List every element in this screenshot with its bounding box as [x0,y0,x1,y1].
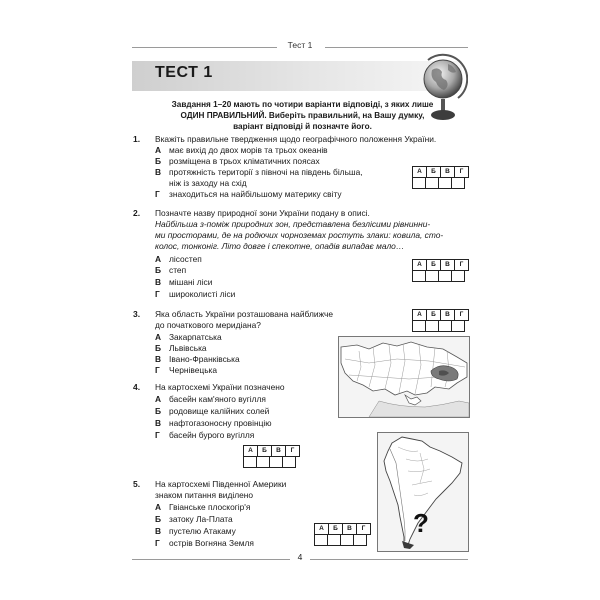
question-4-number: 4. [133,382,141,392]
answer-blank[interactable] [413,321,426,331]
q1-option-c-continued: ніж із заходу на схід [169,178,247,188]
question-5-text [155,479,286,501]
option-text: знаходиться на найбільшому материку світу [169,189,342,199]
description-line: ми просторами, де на родючих чорноземах ростуть злаки: ковила, сто- [155,230,444,240]
option-text: Львівська [169,343,207,353]
q1-option-a[interactable] [155,145,328,156]
answer-blank[interactable] [257,457,270,467]
description-line: Найбільша з-поміж природних зон, представлена безлісими рівнинни- [155,219,431,229]
page-title: ТЕСТ 1 [155,64,213,81]
q2-option-d[interactable] [155,289,235,300]
running-title: Тест 1 [287,40,313,50]
option-letter: В [155,167,162,177]
option-letter: Г [155,289,160,299]
answer-blank[interactable] [439,271,452,281]
answer-blank[interactable] [452,178,464,188]
answer-cell[interactable]: В [343,524,357,534]
answer-cell[interactable]: Г [290,447,295,454]
answer-cell[interactable]: Б [258,446,272,456]
answer-cell[interactable]: В [272,446,286,456]
q5-answer-blanks[interactable] [314,534,367,546]
option-letter: Б [155,343,162,353]
question-4-text: На картосхемі України позначено [155,382,285,392]
answer-blank[interactable] [328,535,341,545]
q2-option-c[interactable] [155,277,212,288]
instruction-line: Завдання 1–20 мають по чотири варіанти відповіді, з яких лише [171,100,434,109]
q2-option-b[interactable] [155,265,186,276]
question-2-description [155,219,443,252]
option-text: затоку Ла-Плата [169,514,233,524]
option-letter: А [155,254,162,264]
answer-cell[interactable]: Б [427,260,441,270]
option-letter: В [155,277,162,287]
question-3-number: 3. [133,309,141,319]
option-letter: Г [155,365,160,375]
question-2-text: Позначте назву природної зони України подану в описі. [155,208,370,218]
question-2-number: 2. [133,208,141,218]
question-line: Яка область України розташована найближче [155,309,334,319]
answer-blank[interactable] [426,178,439,188]
option-letter: Г [155,189,160,199]
q1-option-c[interactable] [155,167,363,178]
q5-option-a[interactable] [155,502,250,513]
option-letter: Г [155,430,160,440]
q3-option-a[interactable] [155,332,222,343]
option-letter: Б [155,156,162,166]
option-text: Івано-Франківська [169,354,240,364]
instructions [140,99,465,132]
option-text: басейн бурого вугілля [169,430,255,440]
option-text: родовище калійних солей [169,406,270,416]
ukraine-map-drawing [339,337,469,417]
question-1-text: Вкажіть правильне твердження щодо географічного положення України. [155,134,437,144]
answer-blank[interactable] [270,457,283,467]
answer-blank[interactable] [413,271,426,281]
instruction-line: варіант відповіді й позначте його. [233,122,372,131]
option-text: острів Вогняна Земля [169,538,254,548]
option-letter: Б [155,265,162,275]
option-text: басейн кам'яного вугілля [169,394,266,404]
q5-option-d[interactable] [155,538,254,549]
option-text: нафтогазоносну провінцію [169,418,272,428]
option-text: розміщена в трьох кліматичних поясах [169,156,320,166]
q4-option-a[interactable] [155,394,266,405]
q1-answer-blanks[interactable] [412,177,465,189]
answer-cell[interactable]: В [441,310,455,320]
answer-blank[interactable] [283,457,295,467]
q4-option-b[interactable] [155,406,269,417]
instruction-line: ОДИН ПРАВИЛЬНИЙ. Виберіть правильний, на Вашу думку, [180,111,425,120]
option-letter: А [155,145,162,155]
answer-cell[interactable]: Б [427,310,441,320]
answer-blank[interactable] [244,457,257,467]
question-line: На картосхемі Південної Америки [155,479,287,489]
option-text: степ [169,265,187,275]
q1-option-b[interactable] [155,156,320,167]
option-text: пустелю Атакаму [169,526,236,536]
answer-cell[interactable]: А [413,260,427,270]
question-5-number: 5. [133,479,141,489]
question-mark: ? [413,508,429,538]
question-1-number: 1. [133,134,141,144]
option-text: має вихід до двох морів та трьох океанів [169,145,328,155]
answer-blank[interactable] [439,178,452,188]
option-letter: Б [155,406,162,416]
answer-cell[interactable]: Б [427,167,441,177]
answer-cell[interactable]: Г [459,311,464,318]
answer-blank[interactable] [413,178,426,188]
answer-cell[interactable]: А [413,167,427,177]
q5-option-b[interactable] [155,514,233,525]
answer-cell[interactable]: А [413,310,427,320]
answer-cell[interactable]: В [441,167,455,177]
answer-blank[interactable] [439,321,452,331]
answer-cell[interactable]: Г [459,168,464,175]
answer-blank[interactable] [315,535,328,545]
q3-option-d[interactable] [155,365,217,376]
q5-option-c[interactable] [155,526,236,537]
option-letter: В [155,418,162,428]
option-letter: А [155,332,162,342]
q3-answer-blanks[interactable] [412,320,465,332]
question-line: до початкового меридіана? [155,320,261,330]
description-line: колос, тонконіг. Літо довге і спекотне, опадів випадає мало… [155,241,405,251]
answer-blank[interactable] [426,321,439,331]
answer-cell[interactable]: А [315,524,329,534]
q3-option-c[interactable] [155,354,240,365]
option-text: Закарпатська [169,332,222,342]
option-letter: В [155,354,162,364]
q2-answer-blanks[interactable] [412,270,465,282]
page-number: 4 [297,552,303,562]
answer-blank[interactable] [452,271,464,281]
q4-option-d[interactable] [155,430,254,441]
q4-option-c[interactable] [155,418,272,429]
option-text: Чернівецька [169,365,218,375]
q4-answer-blanks[interactable] [243,456,296,468]
q1-option-d[interactable] [155,189,342,200]
header-rule-right [325,47,468,48]
option-text: Гвіанське плоскогір'я [169,502,251,512]
q3-option-b[interactable] [155,343,207,354]
option-letter: А [155,394,162,404]
question-line: знаком питання виділено [155,490,254,500]
answer-blank[interactable] [426,271,439,281]
answer-blank[interactable] [354,535,366,545]
option-text: мішані ліси [169,277,213,287]
option-letter: В [155,526,162,536]
answer-cell[interactable]: В [441,260,455,270]
option-text: лісостеп [169,254,202,264]
q2-option-a[interactable] [155,254,202,265]
option-letter: А [155,502,162,512]
footer-rule-right [310,559,468,560]
question-3-text [155,309,333,331]
answer-blank[interactable] [341,535,354,545]
answer-cell[interactable]: Г [361,525,366,532]
option-text: широколисті ліси [169,289,236,299]
option-letter: Г [155,538,160,548]
answer-blank[interactable] [452,321,464,331]
answer-cell[interactable]: Б [329,524,343,534]
answer-cell[interactable]: Г [459,261,464,268]
ukraine-map [338,336,470,418]
answer-cell[interactable]: А [244,446,258,456]
option-text: протяжність території з півночі на південь більша, [169,167,363,177]
option-letter: Б [155,514,162,524]
